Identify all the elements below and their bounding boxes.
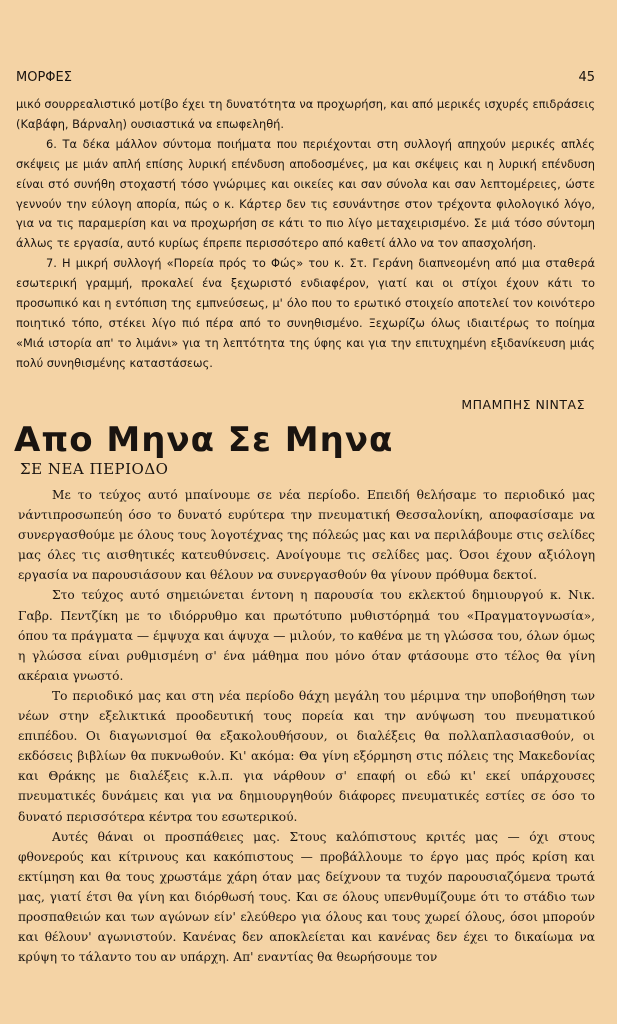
journal-name: ΜΟΡΦΕΣ — [16, 70, 72, 85]
book-review-column — [16, 95, 595, 374]
article-paragraph: Με το τεύχος αυτό μπαίνουμε σε νέα περίοδο. Επειδή θελήσαμε το περιοδικό μας νάντιπροσωπεύη όσο το δυνατό ευρύτερα την πνευματική Θεσσαλονίκη, αποφασίσαμε να συνεργασθούμε με όλους τους λογοτέχνας της πόλεώς μας και να περιλάβουμε στις σελίδες μας όλες τις αισθητικές κατευθύνσεις. Ανοίγουμε τις σελίδες μας. Όσοι έχουν αξιόλογη εργασία να παρουσιάσουν και θέλουν να συνεργασθούν θα γίνουν πρόθυμα δεκτοί. — [18, 488, 595, 583]
section-title: Απο Μηνα Σε Μηνα — [14, 420, 394, 460]
review-paragraph: 7. Η μικρή συλλογή «Πορεία πρός το Φώς» του κ. Στ. Γεράνη διαπνεομένη από μια σταθερά εσωτερική γραμμή, προκαλεί ένα ξεχωριστό ενδιαφέρον, γιατί και οι στίχοι έχουν κάτι το προσωπικό και η εντόπιση της εμπνεύσεως, μ' όλο που το ερωτικό στοιχείο αποτελεί τον κοινότερο ποιητικό τόπο, στέκει λίγο πιό πέρα από το συνηθισμένο. Ξεχωρίζω όλως ιδιαιτέρως το ποίημα «Μιά ιστορία απ' το λιμάνι» για τη λεπτότητα της ύφης και για την επιτυχημένη εξιδανίκευση μιάς πολύ συνηθισμένης καταστάσεως. — [16, 256, 595, 370]
page-header — [16, 70, 595, 85]
review-paragraph: 6. Τα δέκα μάλλον σύντομα ποιήματα που περιέχονται στη συλλογή απηχούν μερικές απλές σκέψεις με μιάν απλή επίσης λυρική επένδυση αποδοσμένες, μα και σκέψεις και η λυρική επένδυση είναι στό συνήθη στοχαστή τόσο γνώριμες και οικείες και σαν σύνολα και σαν λεπτομέρειες, ώστε γεννούν την εύλογη απορία, πώς ο κ. Κάρτερ δεν τις εσυνάντησε στον τρέχοντα φιλολογικό λόγο, για να τις παραμερίση και να προχωρήση σε κάτι το πιο λίγο μεταχειρισμένο. Σε μιά τόσο σύντομη άλλως τε εργασία, αυτό κυρίως έπρεπε περισσότερο από καθετί άλλο να τον απασχολήση. — [16, 136, 595, 251]
article-paragraph: Στο τεύχος αυτό σημειώνεται έντονη η παρουσία του εκλεκτού δημιουργού κ. Νικ. Γαβρ. Πεντζίκη με το ιδιόρρυθμο και πρωτότυπο μυθιστόρημά του «Πραγματογνωσία», όπου τα πράγματα — έμψυχα και άψυχα — μιλούν, το καθένα με τη γλώσσα του, όλων όμως η γλώσσα είναι ρυθμισμένη σ' ένα μάθημα που μόνο όταν φτάσουμε στο τέλος θα γίνη ακέραια γνωστό. — [18, 588, 595, 683]
section-subtitle: ΣΕ ΝΕΑ ΠΕΡΙΟΔΟ — [20, 460, 169, 478]
article-paragraph: Το περιοδικό μας και στη νέα περίοδο θάχη μεγάλη του μέριμνα την υποβοήθηση των νέων στην εξελικτικά προοδευτική τους πορεία και την ανύψωση του πνευματικού επιπέδου. Οι διαγωνισμοί θα εξακολουθήσουν, οι διαλέξεις θα πολλαπλασιασθούν, οι εκδόσεις βιβλίων θα πυκνωθούν. Κι' ακόμα: Θα γίνη εξόρμηση στις πόλεις της Μακεδονίας και Θράκης με διαλέξεις κ.λ.π. για νάρθουν σ' επαφή οι εδώ κι' εκεί υπάρχουσες πνευματικές δυνάμεις και για να δημιουργηθούν διάφορες πνευματικές εστίες σε όσο το δυνατό περισσότερα κέντρα του εσωτερικού. — [18, 688, 595, 824]
author-signature: ΜΠΑΜΠΗΣ ΝΙΝΤΑΣ — [461, 397, 585, 412]
article-paragraph: Αυτές θάναι οι προσπάθειες μας. Στους καλόπιστους κριτές μας — όχι στους φθονερούς και κίτρινους και κακόπιστους — προβάλλουμε το έργο μας πρός κρίση και εκτίμηση και θα τους χρωστάμε χάρη όταν μας δείχνουν τα τυχόν παρουσιαζόμενα τρωτά μας, γιατί έτσι θα γίνη και διόρθωσή τους. Και σε όλους υπενθυμίζουμε ότι το στάδιο των προσπαθειών και των αγώνων είν' ελεύθερο για όλους και τους χωρεί όλους, όσοι μπορούν και θέλουν' αγωνιστούν. Κανένας δεν αποκλείεται και κανένας δεν έχει το δικαίωμα να κρύψη το τάλαντο του αν υπάρχη. Απ' εναντίας θα θεωρήσουμε τον — [18, 829, 595, 965]
editorial-article — [18, 485, 595, 967]
review-paragraph: μικό σουρρεαλιστικό μοτίβο έχει τη δυνατότητα να προχωρήση, και από μερικές ισχυρές επιδράσεις (Καβάφη, Βάρναλη) ουσιαστικά να επωφεληθή. — [16, 97, 595, 131]
page-number: 45 — [578, 70, 595, 85]
